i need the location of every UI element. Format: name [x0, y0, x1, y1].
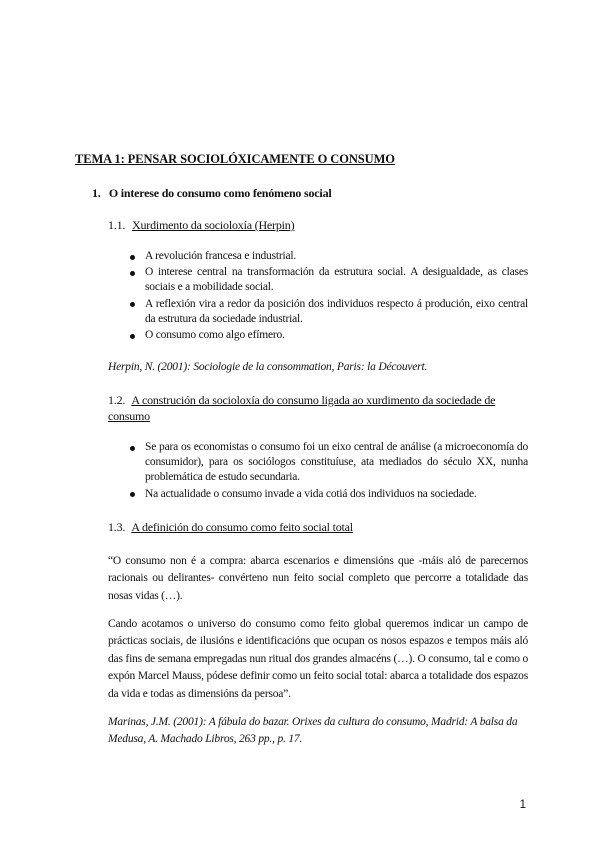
section-number: 1. — [92, 186, 101, 200]
quote-paragraph-1: “O consumo non é a compra: abarca escenarios e dimensións que -máis aló de parecernos racionais ou delirantes- convérteno nun feito social completo que percorre a totalidade das nosas vidas (…). — [108, 555, 528, 602]
subsection-heading-1-3 — [108, 520, 353, 535]
subsection-number: 1.3. — [108, 520, 126, 534]
document-title: TEMA 1: PENSAR SOCIOLÓXICAMENTE O CONSUMO — [75, 152, 395, 166]
subsection-label: Xurdimento da socioloxía (Herpin) — [132, 218, 295, 232]
subsection-number: 1.1. — [108, 218, 126, 232]
subsection-label: A construción da socioloxía do consumo ligada ao xurdimento da sociedade de consumo — [108, 393, 496, 423]
subsection-label: A definición do consumo como feito social total — [131, 520, 353, 534]
reference-herpin: Herpin, N. (2001): Sociologie de la consommation, Paris: la Découvert. — [108, 361, 428, 373]
list-item: Se para os economistas o consumo foi un eixo central de análise (a microeconomía do consumidor), para os sociólogos constituíuse, ata mediados do século XX, nunha problemática de estudo secundaria. — [130, 440, 528, 486]
list-item: A reflexión vira a redor da posición dos individuos respecto á produción, eixo central da estrutura da sociedade industrial. — [130, 297, 528, 327]
bullet-list-1-1 — [130, 249, 528, 344]
reference-marinas: Marinas, J.M. (2001): A fábula do bazar. Orixes da cultura do consumo, Madrid: A balsa da Medusa, A. Machado Libros, 263 pp., p. 17. — [108, 716, 518, 745]
list-item: O consumo como algo efímero. — [130, 328, 528, 343]
section-label: O interese do consumo como fenómeno social — [108, 186, 332, 200]
list-item: O interese central na transformación da estrutura social. A desigualdade, as clases sociais e a mobilidade social. — [130, 265, 528, 295]
list-item: Na actualidade o consumo invade a vida cotiá dos individuos na sociedade. — [130, 487, 528, 502]
bullet-list-1-2 — [130, 440, 528, 503]
page-number: 1 — [519, 799, 526, 811]
subsection-heading-1-1 — [108, 218, 294, 233]
section-heading — [92, 186, 332, 201]
subsection-heading-1-2 — [108, 392, 528, 424]
subsection-number: 1.2. — [108, 393, 126, 407]
quote-paragraph-2: Cando acotamos o universo do consumo como feito global queremos indicar un campo de prácticas sociais, de ilusións e identificacións que ocupan os nosos espazos e tempos máis aló das fins de semana empregadas nun ritual dos grandes almacéns (…). O consumo, tal e como o expón Marcel Mauss, pódese definir como un feito social total: abarca a totalidade dos espazos da vida e todas as dimensións da persoa”. — [108, 618, 528, 700]
list-item: A revolución francesa e industrial. — [130, 249, 528, 264]
